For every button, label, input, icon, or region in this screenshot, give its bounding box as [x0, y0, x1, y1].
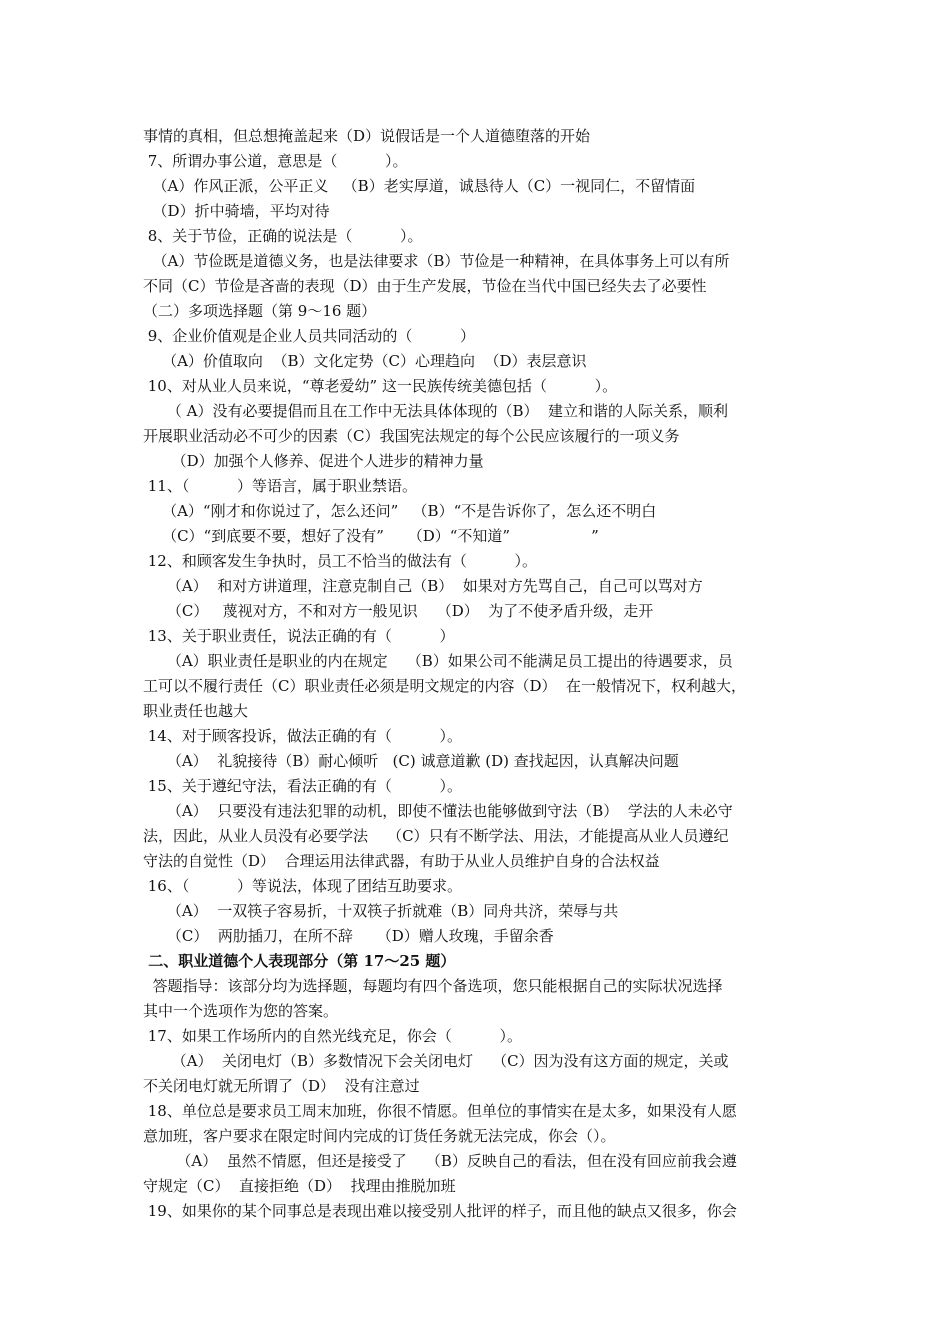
question-10: 10、对从业人员来说，“尊老爱幼” 这一民族传统美德包括（ ）。	[143, 377, 618, 395]
question-19: 19、如果你的某个同事总是表现出难以接受别人批评的样子，而且他的缺点又很多，你会	[143, 1202, 737, 1220]
question-9: 9、企业价值观是企业人员共同活动的（ ）	[143, 327, 475, 345]
question-10-options: 开展职业活动必不可少的因素（C）我国宪法规定的每个公民应该履行的一项义务	[143, 427, 680, 445]
question-8: 8、关于节俭，正确的说法是（ ）。	[143, 227, 423, 245]
question-12: 12、和顾客发生争执时，员工不恰当的做法有（ ）。	[143, 552, 538, 570]
question-7-options: （D）折中骑墙，平均对待	[143, 202, 330, 220]
question-18-options: 守规定（C） 直接拒绝（D） 找理由推脱加班	[143, 1177, 456, 1195]
question-11-options: （C）“到底要不要，想好了没有” （D）“不知道” ”	[143, 527, 599, 545]
question-12-options: （A） 和对方讲道理，注意克制自己（B） 如果对方先骂自己，自己可以骂对方	[143, 577, 703, 595]
question-15-options: （A） 只要没有违法犯罪的动机，即使不懂法也能够做到守法（B） 学法的人未必守	[143, 802, 733, 820]
question-16-options: （A） 一双筷子容易折，十双筷子折就难（B）同舟共济，荣辱与共	[143, 902, 619, 920]
question-17-options: （A） 关闭电灯（B）多数情况下会关闭电灯 （C）因为没有这方面的规定，关或	[143, 1052, 729, 1070]
question-17: 17、如果工作场所内的自然光线充足，你会（ ）。	[143, 1027, 523, 1045]
question-10-options: （ A）没有必要提倡而且在工作中无法具体体现的（B） 建立和谐的人际关系，顺利	[143, 402, 729, 420]
text-line: 事情的真相，但总想掩盖起来（D）说假话是一个人道德堕落的开始	[143, 127, 591, 145]
question-16-options: （C） 两肋插刀，在所不辞 （D）赠人玫瑰，手留余香	[143, 927, 554, 945]
question-7: 7、所谓办事公道，意思是（ ）。	[143, 152, 408, 170]
section-heading-multiple-choice: （二）多项选择题（第 9～16 题）	[143, 302, 377, 320]
question-13: 13、关于职业责任，说法正确的有（ ）	[143, 627, 455, 645]
question-16: 16、（ ）等说法，体现了团结互助要求。	[143, 877, 463, 895]
question-13-options: 工可以不履行责任（C）职业责任必须是明文规定的内容（D） 在一般情况下，权利越大，	[143, 677, 747, 695]
document-body	[143, 124, 815, 1224]
question-18: 意加班，客户要求在限定时间内完成的订货任务就无法完成，你会（）。	[143, 1127, 616, 1145]
question-12-options: （C） 蔑视对方，不和对方一般见识 （D） 为了不使矛盾升级，走开	[143, 602, 654, 620]
answer-instructions: 答题指导：该部分均为选择题，每题均有四个备选项，您只能根据自己的实际状况选择	[143, 977, 723, 995]
question-15: 15、关于遵纪守法，看法正确的有（ ）。	[143, 777, 463, 795]
question-13-options: （A）职业责任是职业的内在规定 （B）如果公司不能满足员工提出的待遇要求，员	[143, 652, 733, 670]
section-heading-personal: 二、职业道德个人表现部分（第 17～25 题）	[143, 952, 456, 970]
question-11: 11、（ ）等语言，属于职业禁语。	[143, 477, 418, 495]
question-18: 18、单位总是要求员工周末加班，你很不情愿。但单位的事情实在是太多，如果没有人愿	[143, 1102, 737, 1120]
question-11-options: （A）“刚才和你说过了，怎么还问” （B）“不是告诉你了，怎么还不明白	[143, 502, 657, 520]
question-10-options: （D）加强个人修养、促进个人进步的精神力量	[143, 452, 484, 470]
question-18-options: （A） 虽然不情愿，但还是接受了 （B）反映自己的看法，但在没有回应前我会遵	[143, 1152, 737, 1170]
question-9-options: （A）价值取向 （B）文化定势（C）心理趋向 （D）表层意识	[143, 352, 587, 370]
question-15-options: 法，因此，从业人员没有必要学法 （C）只有不断学法、用法，才能提高从业人员遵纪	[143, 827, 729, 845]
question-7-options: （A）作风正派，公平正义 （B）老实厚道，诚恳待人（C）一视同仁，不留情面	[143, 177, 696, 195]
question-14: 14、对于顾客投诉，做法正确的有（ ）。	[143, 727, 463, 745]
question-14-options: （A） 礼貌接待（B）耐心倾听 (C) 诚意道歉 (D) 查找起因，认真解决问题	[143, 752, 679, 770]
question-13-options: 职业责任也越大	[143, 702, 249, 720]
question-8-options: 不同（C）节俭是吝啬的表现（D）由于生产发展，节俭在当代中国已经失去了必要性	[143, 277, 707, 295]
question-17-options: 不关闭电灯就无所谓了（D） 没有注意过	[143, 1077, 420, 1095]
question-15-options: 守法的自觉性（D） 合理运用法律武器，有助于从业人员维护自身的合法权益	[143, 852, 660, 870]
answer-instructions: 其中一个选项作为您的答案。	[143, 1002, 339, 1020]
question-8-options: （A）节俭既是道德义务，也是法律要求（B）节俭是一种精神，在具体事务上可以有所	[143, 252, 730, 270]
